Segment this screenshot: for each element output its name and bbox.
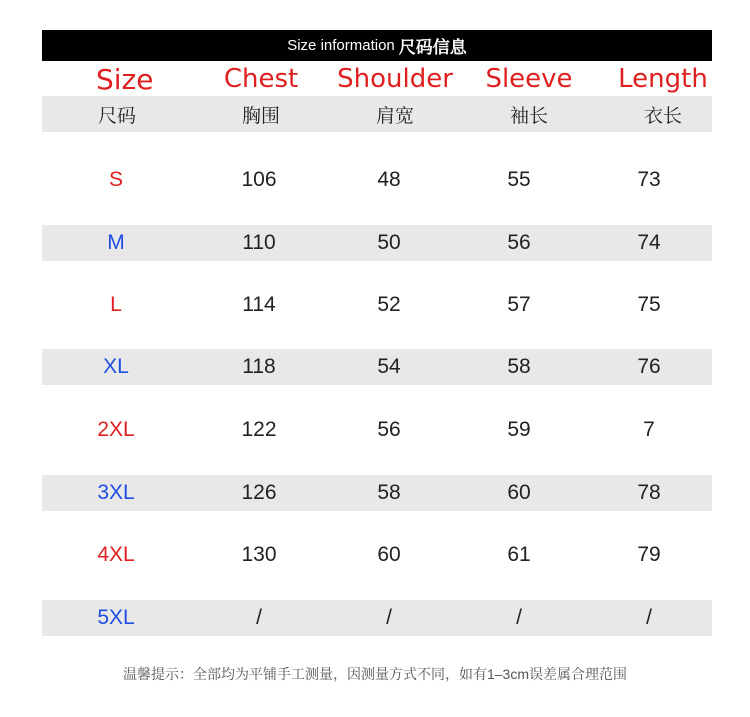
shoulder-value: 56 (377, 418, 401, 441)
chest-value: / (256, 606, 262, 629)
header-sleeve-cn: 袖长 (509, 105, 548, 127)
shoulder-value: / (386, 606, 392, 629)
shoulder-value: 48 (377, 168, 401, 191)
table-row (42, 287, 712, 323)
length-value: 78 (637, 481, 661, 504)
title-en: Size information (287, 37, 395, 54)
header-shoulder-cn: 肩宽 (375, 105, 414, 127)
shoulder-value: 60 (377, 543, 401, 566)
sleeve-value: 59 (507, 418, 531, 441)
chest-value: 106 (241, 168, 277, 191)
shoulder-value: 52 (377, 293, 401, 316)
table-row (42, 475, 712, 511)
measurement-note: 温馨提示：全部均为平铺手工测量，因测量方式不同，如有1–3cm误差属合理范围 (122, 666, 628, 682)
length-value: 7 (643, 418, 655, 441)
header-row-english (42, 62, 712, 96)
sleeve-value: 61 (507, 543, 531, 566)
sleeve-value: / (516, 606, 522, 629)
sleeve-value: 55 (507, 168, 531, 191)
table-row (42, 349, 712, 385)
table-row (42, 225, 712, 261)
size-label: L (110, 293, 122, 316)
size-label: 2XL (97, 418, 135, 441)
size-label: M (107, 231, 125, 254)
header-length-en: Length (618, 64, 708, 94)
chest-value: 130 (241, 543, 277, 566)
shoulder-value: 50 (377, 231, 401, 254)
length-value: 76 (637, 355, 661, 378)
title-cn: 尺码信息 (398, 38, 467, 57)
table-row (42, 162, 712, 198)
chest-value: 118 (242, 355, 276, 378)
size-label: 3XL (97, 481, 135, 504)
size-label: 5XL (97, 606, 135, 629)
size-label: S (108, 168, 123, 191)
sleeve-value: 58 (507, 355, 531, 378)
header-size-en: Size (96, 62, 154, 96)
header-size-cn: 尺码 (98, 105, 137, 127)
table-row (42, 600, 712, 636)
length-value: / (646, 606, 652, 629)
table-row (42, 412, 712, 448)
length-value: 79 (637, 543, 661, 566)
header-chest-cn: 胸围 (241, 105, 280, 127)
sleeve-value: 56 (507, 231, 531, 254)
sleeve-value: 60 (507, 481, 531, 504)
size-label: XL (103, 355, 129, 378)
chest-value: 114 (242, 293, 276, 316)
chest-value: 122 (241, 418, 277, 441)
table-row (42, 537, 712, 573)
chest-value: 110 (242, 231, 276, 254)
header-shoulder-en: Shoulder (337, 64, 453, 94)
chest-value: 126 (241, 481, 277, 504)
header-row-chinese (42, 96, 712, 132)
length-value: 75 (637, 293, 661, 316)
length-value: 73 (637, 168, 661, 191)
title-bar (42, 30, 712, 61)
header-sleeve-en: Sleeve (485, 64, 573, 94)
shoulder-value: 58 (377, 481, 401, 504)
sleeve-value: 57 (507, 293, 531, 316)
header-chest-en: Chest (223, 64, 299, 94)
length-value: 74 (637, 231, 661, 254)
header-length-cn: 衣长 (643, 105, 682, 127)
size-label: 4XL (97, 543, 135, 566)
shoulder-value: 54 (377, 355, 401, 378)
